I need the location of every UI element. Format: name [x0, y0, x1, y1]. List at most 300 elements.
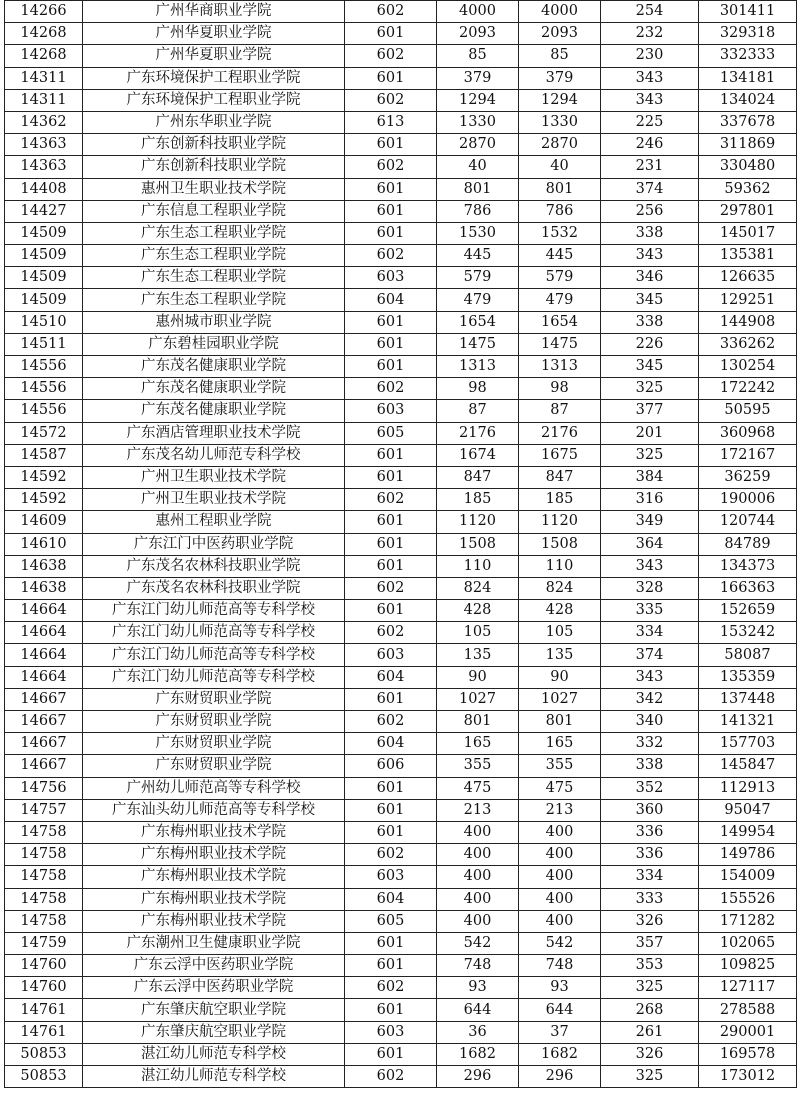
enrolled-count-cell: 98	[519, 378, 601, 400]
school-name-cell: 广州华夏职业学院	[83, 45, 345, 67]
enrolled-count-cell: 1508	[519, 533, 601, 555]
school-code-cell: 14758	[5, 888, 83, 910]
enrolled-count-cell: 445	[519, 245, 601, 267]
min-rank-cell: 169578	[699, 1043, 797, 1065]
group-code-cell: 601	[345, 932, 437, 954]
min-rank-cell: 145017	[699, 222, 797, 244]
enrolled-count-cell: 1475	[519, 333, 601, 355]
table-row	[5, 111, 797, 133]
school-name-cell: 广东江门幼儿师范高等专科学校	[83, 666, 345, 688]
table-row	[5, 999, 797, 1021]
min-rank-cell: 59362	[699, 178, 797, 200]
min-rank-cell: 311869	[699, 134, 797, 156]
school-name-cell: 广州华夏职业学院	[83, 23, 345, 45]
table-row	[5, 955, 797, 977]
enrolled-count-cell: 1294	[519, 89, 601, 111]
min-score-cell: 343	[601, 555, 699, 577]
school-code-cell: 14268	[5, 45, 83, 67]
plan-count-cell: 135	[437, 644, 519, 666]
enrolled-count-cell: 801	[519, 178, 601, 200]
plan-count-cell: 1313	[437, 356, 519, 378]
min-score-cell: 338	[601, 755, 699, 777]
min-score-cell: 342	[601, 688, 699, 710]
school-code-cell: 14266	[5, 1, 83, 23]
school-code-cell: 50853	[5, 1043, 83, 1065]
enrolled-count-cell: 185	[519, 489, 601, 511]
table-row	[5, 23, 797, 45]
table-row	[5, 977, 797, 999]
min-rank-cell: 58087	[699, 644, 797, 666]
plan-count-cell: 400	[437, 888, 519, 910]
min-rank-cell: 332333	[699, 45, 797, 67]
school-name-cell: 广东生态工程职业学院	[83, 222, 345, 244]
table-row	[5, 600, 797, 622]
plan-count-cell: 165	[437, 733, 519, 755]
school-name-cell: 广东创新科技职业学院	[83, 156, 345, 178]
min-rank-cell: 120744	[699, 511, 797, 533]
enrolled-count-cell: 4000	[519, 1, 601, 23]
table-row	[5, 555, 797, 577]
school-code-cell: 14587	[5, 444, 83, 466]
table-row	[5, 267, 797, 289]
min-score-cell: 343	[601, 67, 699, 89]
group-code-cell: 603	[345, 267, 437, 289]
group-code-cell: 605	[345, 422, 437, 444]
min-score-cell: 352	[601, 777, 699, 799]
school-name-cell: 广东财贸职业学院	[83, 688, 345, 710]
school-code-cell: 14363	[5, 156, 83, 178]
table-row	[5, 444, 797, 466]
school-code-cell: 14664	[5, 622, 83, 644]
school-code-cell: 14609	[5, 511, 83, 533]
table-row	[5, 688, 797, 710]
school-name-cell: 广东梅州职业技术学院	[83, 844, 345, 866]
school-name-cell: 广东潮州卫生健康职业学院	[83, 932, 345, 954]
table-row	[5, 222, 797, 244]
school-name-cell: 广东梅州职业技术学院	[83, 821, 345, 843]
min-rank-cell: 336262	[699, 333, 797, 355]
school-code-cell: 14509	[5, 267, 83, 289]
school-name-cell: 广州卫生职业技术学院	[83, 466, 345, 488]
group-code-cell: 601	[345, 466, 437, 488]
table-row	[5, 533, 797, 555]
min-score-cell: 325	[601, 1066, 699, 1088]
min-rank-cell: 337678	[699, 111, 797, 133]
group-code-cell: 602	[345, 977, 437, 999]
min-score-cell: 334	[601, 866, 699, 888]
group-code-cell: 602	[345, 844, 437, 866]
min-rank-cell: 134024	[699, 89, 797, 111]
plan-count-cell: 445	[437, 245, 519, 267]
plan-count-cell: 2870	[437, 134, 519, 156]
group-code-cell: 601	[345, 688, 437, 710]
school-code-cell: 14268	[5, 23, 83, 45]
enrolled-count-cell: 542	[519, 932, 601, 954]
school-name-cell: 广东信息工程职业学院	[83, 200, 345, 222]
min-score-cell: 231	[601, 156, 699, 178]
table-row	[5, 400, 797, 422]
min-score-cell: 384	[601, 466, 699, 488]
school-code-cell: 14556	[5, 400, 83, 422]
plan-count-cell: 428	[437, 600, 519, 622]
min-rank-cell: 173012	[699, 1066, 797, 1088]
school-name-cell: 广东茂名健康职业学院	[83, 356, 345, 378]
group-code-cell: 601	[345, 333, 437, 355]
school-name-cell: 广州东华职业学院	[83, 111, 345, 133]
table-row	[5, 156, 797, 178]
group-code-cell: 603	[345, 644, 437, 666]
enrolled-count-cell: 2093	[519, 23, 601, 45]
plan-count-cell: 1654	[437, 311, 519, 333]
group-code-cell: 603	[345, 866, 437, 888]
plan-count-cell: 400	[437, 844, 519, 866]
plan-count-cell: 2176	[437, 422, 519, 444]
plan-count-cell: 1682	[437, 1043, 519, 1065]
min-score-cell: 328	[601, 577, 699, 599]
group-code-cell: 601	[345, 222, 437, 244]
group-code-cell: 601	[345, 1043, 437, 1065]
school-name-cell: 广东环境保护工程职业学院	[83, 89, 345, 111]
min-score-cell: 254	[601, 1, 699, 23]
plan-count-cell: 1330	[437, 111, 519, 133]
school-name-cell: 广东生态工程职业学院	[83, 267, 345, 289]
school-code-cell: 14408	[5, 178, 83, 200]
school-code-cell: 14664	[5, 600, 83, 622]
school-code-cell: 14509	[5, 289, 83, 311]
table-row	[5, 356, 797, 378]
school-code-cell: 50853	[5, 1066, 83, 1088]
school-code-cell: 14667	[5, 755, 83, 777]
school-code-cell: 14761	[5, 999, 83, 1021]
school-name-cell: 广州幼儿师范高等专科学校	[83, 777, 345, 799]
min-score-cell: 261	[601, 1021, 699, 1043]
table-row	[5, 134, 797, 156]
min-score-cell: 325	[601, 378, 699, 400]
enrolled-count-cell: 1313	[519, 356, 601, 378]
group-code-cell: 601	[345, 311, 437, 333]
min-rank-cell: 141321	[699, 711, 797, 733]
table-row	[5, 799, 797, 821]
group-code-cell: 602	[345, 1066, 437, 1088]
enrolled-count-cell: 165	[519, 733, 601, 755]
admission-data-table	[4, 0, 797, 1088]
group-code-cell: 602	[345, 711, 437, 733]
min-score-cell: 345	[601, 289, 699, 311]
school-code-cell: 14556	[5, 356, 83, 378]
group-code-cell: 601	[345, 777, 437, 799]
school-name-cell: 广东江门幼儿师范高等专科学校	[83, 600, 345, 622]
enrolled-count-cell: 379	[519, 67, 601, 89]
group-code-cell: 601	[345, 533, 437, 555]
min-rank-cell: 102065	[699, 932, 797, 954]
min-rank-cell: 278588	[699, 999, 797, 1021]
table-row	[5, 866, 797, 888]
group-code-cell: 604	[345, 666, 437, 688]
min-score-cell: 343	[601, 666, 699, 688]
group-code-cell: 602	[345, 577, 437, 599]
school-name-cell: 广州卫生职业技术学院	[83, 489, 345, 511]
school-code-cell: 14667	[5, 688, 83, 710]
enrolled-count-cell: 110	[519, 555, 601, 577]
min-rank-cell: 137448	[699, 688, 797, 710]
school-code-cell: 14510	[5, 311, 83, 333]
group-code-cell: 605	[345, 910, 437, 932]
plan-count-cell: 1530	[437, 222, 519, 244]
school-code-cell: 14756	[5, 777, 83, 799]
min-rank-cell: 360968	[699, 422, 797, 444]
group-code-cell: 601	[345, 67, 437, 89]
enrolled-count-cell: 87	[519, 400, 601, 422]
school-name-cell: 广东酒店管理职业技术学院	[83, 422, 345, 444]
school-code-cell: 14427	[5, 200, 83, 222]
min-rank-cell: 126635	[699, 267, 797, 289]
min-rank-cell: 36259	[699, 466, 797, 488]
min-score-cell: 343	[601, 89, 699, 111]
min-rank-cell: 329318	[699, 23, 797, 45]
min-rank-cell: 153242	[699, 622, 797, 644]
min-rank-cell: 145847	[699, 755, 797, 777]
plan-count-cell: 2093	[437, 23, 519, 45]
plan-count-cell: 400	[437, 910, 519, 932]
min-score-cell: 340	[601, 711, 699, 733]
group-code-cell: 603	[345, 1021, 437, 1043]
plan-count-cell: 1475	[437, 333, 519, 355]
group-code-cell: 603	[345, 400, 437, 422]
school-name-cell: 广东茂名幼儿师范专科学校	[83, 444, 345, 466]
table-row	[5, 245, 797, 267]
school-code-cell: 14667	[5, 711, 83, 733]
min-score-cell: 326	[601, 1043, 699, 1065]
school-name-cell: 广东江门幼儿师范高等专科学校	[83, 644, 345, 666]
school-name-cell: 广东梅州职业技术学院	[83, 866, 345, 888]
min-score-cell: 334	[601, 622, 699, 644]
school-name-cell: 广东茂名健康职业学院	[83, 400, 345, 422]
plan-count-cell: 542	[437, 932, 519, 954]
min-rank-cell: 112913	[699, 777, 797, 799]
min-score-cell: 246	[601, 134, 699, 156]
enrolled-count-cell: 801	[519, 711, 601, 733]
enrolled-count-cell: 2870	[519, 134, 601, 156]
group-code-cell: 602	[345, 156, 437, 178]
table-row	[5, 200, 797, 222]
min-rank-cell: 172242	[699, 378, 797, 400]
min-score-cell: 336	[601, 844, 699, 866]
min-score-cell: 316	[601, 489, 699, 511]
school-code-cell: 14592	[5, 466, 83, 488]
min-score-cell: 225	[601, 111, 699, 133]
school-code-cell: 14509	[5, 245, 83, 267]
min-rank-cell: 152659	[699, 600, 797, 622]
school-name-cell: 广东财贸职业学院	[83, 733, 345, 755]
school-code-cell: 14556	[5, 378, 83, 400]
enrolled-count-cell: 748	[519, 955, 601, 977]
plan-count-cell: 213	[437, 799, 519, 821]
min-rank-cell: 171282	[699, 910, 797, 932]
min-score-cell: 230	[601, 45, 699, 67]
min-rank-cell: 130254	[699, 356, 797, 378]
school-name-cell: 广州华商职业学院	[83, 1, 345, 23]
min-score-cell: 332	[601, 733, 699, 755]
table-row	[5, 1, 797, 23]
group-code-cell: 601	[345, 555, 437, 577]
table-row	[5, 1043, 797, 1065]
min-rank-cell: 290001	[699, 1021, 797, 1043]
group-code-cell: 601	[345, 821, 437, 843]
enrolled-count-cell: 40	[519, 156, 601, 178]
school-code-cell: 14664	[5, 666, 83, 688]
enrolled-count-cell: 786	[519, 200, 601, 222]
school-code-cell: 14572	[5, 422, 83, 444]
min-score-cell: 232	[601, 23, 699, 45]
school-code-cell: 14758	[5, 910, 83, 932]
plan-count-cell: 579	[437, 267, 519, 289]
min-rank-cell: 157703	[699, 733, 797, 755]
min-rank-cell: 134373	[699, 555, 797, 577]
group-code-cell: 602	[345, 89, 437, 111]
enrolled-count-cell: 213	[519, 799, 601, 821]
school-name-cell: 湛江幼儿师范专科学校	[83, 1043, 345, 1065]
plan-count-cell: 1508	[437, 533, 519, 555]
plan-count-cell: 1027	[437, 688, 519, 710]
min-score-cell: 349	[601, 511, 699, 533]
min-score-cell: 357	[601, 932, 699, 954]
school-code-cell: 14664	[5, 644, 83, 666]
plan-count-cell: 801	[437, 178, 519, 200]
plan-count-cell: 4000	[437, 1, 519, 23]
plan-count-cell: 40	[437, 156, 519, 178]
min-score-cell: 201	[601, 422, 699, 444]
school-code-cell: 14362	[5, 111, 83, 133]
school-code-cell: 14509	[5, 222, 83, 244]
enrolled-count-cell: 2176	[519, 422, 601, 444]
group-code-cell: 604	[345, 733, 437, 755]
group-code-cell: 601	[345, 178, 437, 200]
school-name-cell: 广东生态工程职业学院	[83, 245, 345, 267]
enrolled-count-cell: 824	[519, 577, 601, 599]
school-code-cell: 14511	[5, 333, 83, 355]
min-rank-cell: 149954	[699, 821, 797, 843]
plan-count-cell: 644	[437, 999, 519, 1021]
plan-count-cell: 400	[437, 866, 519, 888]
group-code-cell: 601	[345, 134, 437, 156]
plan-count-cell: 1674	[437, 444, 519, 466]
table-row	[5, 333, 797, 355]
table-row	[5, 466, 797, 488]
school-name-cell: 广东碧桂园职业学院	[83, 333, 345, 355]
enrolled-count-cell: 1675	[519, 444, 601, 466]
school-name-cell: 广东茂名农林科技职业学院	[83, 555, 345, 577]
school-name-cell: 广东汕头幼儿师范高等专科学校	[83, 799, 345, 821]
min-score-cell: 335	[601, 600, 699, 622]
plan-count-cell: 1294	[437, 89, 519, 111]
table-row	[5, 821, 797, 843]
enrolled-count-cell: 135	[519, 644, 601, 666]
school-code-cell: 14667	[5, 733, 83, 755]
enrolled-count-cell: 400	[519, 888, 601, 910]
group-code-cell: 601	[345, 955, 437, 977]
min-rank-cell: 95047	[699, 799, 797, 821]
group-code-cell: 601	[345, 511, 437, 533]
school-name-cell: 广东财贸职业学院	[83, 711, 345, 733]
plan-count-cell: 110	[437, 555, 519, 577]
school-code-cell: 14761	[5, 1021, 83, 1043]
enrolled-count-cell: 105	[519, 622, 601, 644]
school-name-cell: 广东云浮中医药职业学院	[83, 977, 345, 999]
school-code-cell: 14638	[5, 555, 83, 577]
table-body	[5, 1, 797, 1088]
min-score-cell: 360	[601, 799, 699, 821]
min-score-cell: 374	[601, 644, 699, 666]
min-score-cell: 325	[601, 977, 699, 999]
table-row	[5, 755, 797, 777]
min-score-cell: 346	[601, 267, 699, 289]
min-rank-cell: 134181	[699, 67, 797, 89]
school-name-cell: 广东江门中医药职业学院	[83, 533, 345, 555]
group-code-cell: 602	[345, 45, 437, 67]
table-row	[5, 844, 797, 866]
group-code-cell: 601	[345, 799, 437, 821]
group-code-cell: 601	[345, 356, 437, 378]
group-code-cell: 601	[345, 23, 437, 45]
plan-count-cell: 847	[437, 466, 519, 488]
table-row	[5, 777, 797, 799]
enrolled-count-cell: 400	[519, 866, 601, 888]
table-row	[5, 932, 797, 954]
enrolled-count-cell: 37	[519, 1021, 601, 1043]
school-name-cell: 惠州卫生职业技术学院	[83, 178, 345, 200]
school-name-cell: 广东梅州职业技术学院	[83, 888, 345, 910]
enrolled-count-cell: 400	[519, 910, 601, 932]
min-score-cell: 333	[601, 888, 699, 910]
school-code-cell: 14759	[5, 932, 83, 954]
enrolled-count-cell: 85	[519, 45, 601, 67]
group-code-cell: 604	[345, 289, 437, 311]
enrolled-count-cell: 1027	[519, 688, 601, 710]
min-score-cell: 326	[601, 910, 699, 932]
plan-count-cell: 475	[437, 777, 519, 799]
min-rank-cell: 301411	[699, 1, 797, 23]
enrolled-count-cell: 1532	[519, 222, 601, 244]
plan-count-cell: 786	[437, 200, 519, 222]
min-rank-cell: 129251	[699, 289, 797, 311]
table-row	[5, 311, 797, 333]
min-score-cell: 268	[601, 999, 699, 1021]
min-rank-cell: 155526	[699, 888, 797, 910]
table-row	[5, 67, 797, 89]
school-name-cell: 广东环境保护工程职业学院	[83, 67, 345, 89]
school-code-cell: 14610	[5, 533, 83, 555]
min-score-cell: 345	[601, 356, 699, 378]
plan-count-cell: 296	[437, 1066, 519, 1088]
table-row	[5, 733, 797, 755]
table-row	[5, 489, 797, 511]
school-name-cell: 广东茂名健康职业学院	[83, 378, 345, 400]
table-row	[5, 666, 797, 688]
plan-count-cell: 85	[437, 45, 519, 67]
min-score-cell: 353	[601, 955, 699, 977]
plan-count-cell: 400	[437, 821, 519, 843]
enrolled-count-cell: 579	[519, 267, 601, 289]
plan-count-cell: 355	[437, 755, 519, 777]
min-score-cell: 226	[601, 333, 699, 355]
plan-count-cell: 801	[437, 711, 519, 733]
min-rank-cell: 144908	[699, 311, 797, 333]
group-code-cell: 602	[345, 1, 437, 23]
school-name-cell: 惠州工程职业学院	[83, 511, 345, 533]
min-score-cell: 338	[601, 311, 699, 333]
min-rank-cell: 50595	[699, 400, 797, 422]
school-code-cell: 14363	[5, 134, 83, 156]
